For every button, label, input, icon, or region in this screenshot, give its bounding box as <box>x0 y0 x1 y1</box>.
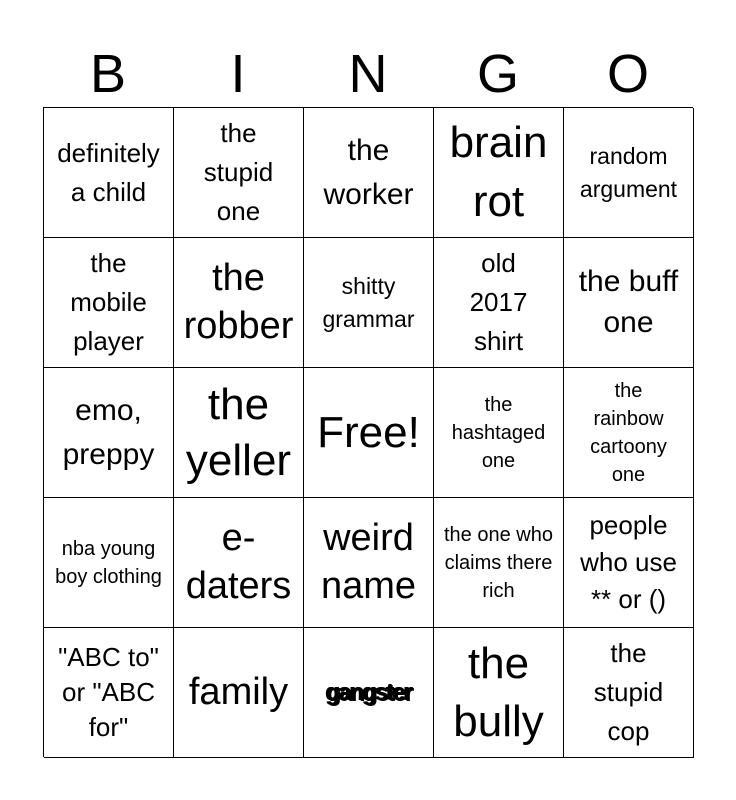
cell-text: people who use ** or () <box>580 510 677 614</box>
cell-text: brain rot <box>449 118 548 226</box>
bingo-cell-r1c5[interactable] <box>564 108 694 238</box>
bingo-cell-r2c3[interactable] <box>304 238 434 368</box>
bingo-cell-r4c2[interactable] <box>174 498 304 628</box>
header-letter-b: B <box>89 44 127 104</box>
bingo-cell-r4c4[interactable] <box>434 498 564 628</box>
cell-text: the bully <box>453 639 544 746</box>
cell-text: e-daters <box>185 517 292 607</box>
cell-text: the robber <box>183 257 294 347</box>
cell-text: "ABC to" or "ABC for" <box>58 641 159 743</box>
bingo-cell-r1c3[interactable] <box>304 108 434 238</box>
cell-text: family <box>188 670 289 713</box>
bingo-cell-r1c4[interactable] <box>434 108 564 238</box>
cell-text: shitty grammar <box>322 273 415 332</box>
cell-text: weird name <box>320 517 417 607</box>
cell-text: Free! <box>317 407 420 457</box>
bingo-cell-r4c1[interactable] <box>44 498 174 628</box>
bingo-cell-r1c2[interactable] <box>174 108 304 238</box>
cell-text: the stupid cop <box>593 638 664 746</box>
bingo-header <box>43 40 693 108</box>
cell-text: the yeller <box>185 379 292 485</box>
cell-text: gangster <box>325 678 412 706</box>
bingo-cell-r2c1[interactable] <box>44 238 174 368</box>
bingo-cell-r2c4[interactable] <box>434 238 564 368</box>
bingo-cell-r5c4[interactable] <box>434 628 564 758</box>
bingo-cell-r3c2[interactable] <box>174 368 304 498</box>
bingo-cell-r5c5[interactable] <box>564 628 694 758</box>
header-letter-n: N <box>348 44 388 104</box>
cell-text: the worker <box>323 134 414 211</box>
bingo-cell-r5c2[interactable] <box>174 628 304 758</box>
cell-text: random argument <box>579 143 678 202</box>
cell-text: the buff one <box>578 265 679 339</box>
cell-text: the stupid one <box>203 118 274 226</box>
cell-text: the hashtaged one <box>451 393 546 472</box>
bingo-cell-r3c4[interactable] <box>434 368 564 498</box>
header-letter-g: G <box>476 44 519 104</box>
bingo-cell-r2c5[interactable] <box>564 238 694 368</box>
bingo-cell-r4c5[interactable] <box>564 498 694 628</box>
header-letter-i: I <box>230 44 246 104</box>
bingo-cell-r3c1[interactable] <box>44 368 174 498</box>
cell-text: the one who claims there rich <box>444 523 553 602</box>
bingo-cell-free[interactable] <box>304 368 434 498</box>
bingo-cell-r2c2[interactable] <box>174 238 304 368</box>
bingo-cell-r4c3[interactable] <box>304 498 434 628</box>
cell-text: nba young boy clothing <box>55 537 162 588</box>
header-letter-o: O <box>606 44 649 104</box>
cell-text: definitely a child <box>57 137 160 207</box>
cell-text: old 2017 shirt <box>469 248 528 356</box>
cell-text: emo, preppy <box>62 394 155 471</box>
cell-text: the rainbow cartoony one <box>590 379 667 486</box>
cell-text: the mobile player <box>70 248 147 356</box>
bingo-cell-r3c5[interactable] <box>564 368 694 498</box>
bingo-card <box>43 107 693 757</box>
bingo-cell-r5c3[interactable] <box>304 628 434 758</box>
bingo-cell-r5c1[interactable] <box>44 628 174 758</box>
bingo-cell-r1c1[interactable] <box>44 108 174 238</box>
